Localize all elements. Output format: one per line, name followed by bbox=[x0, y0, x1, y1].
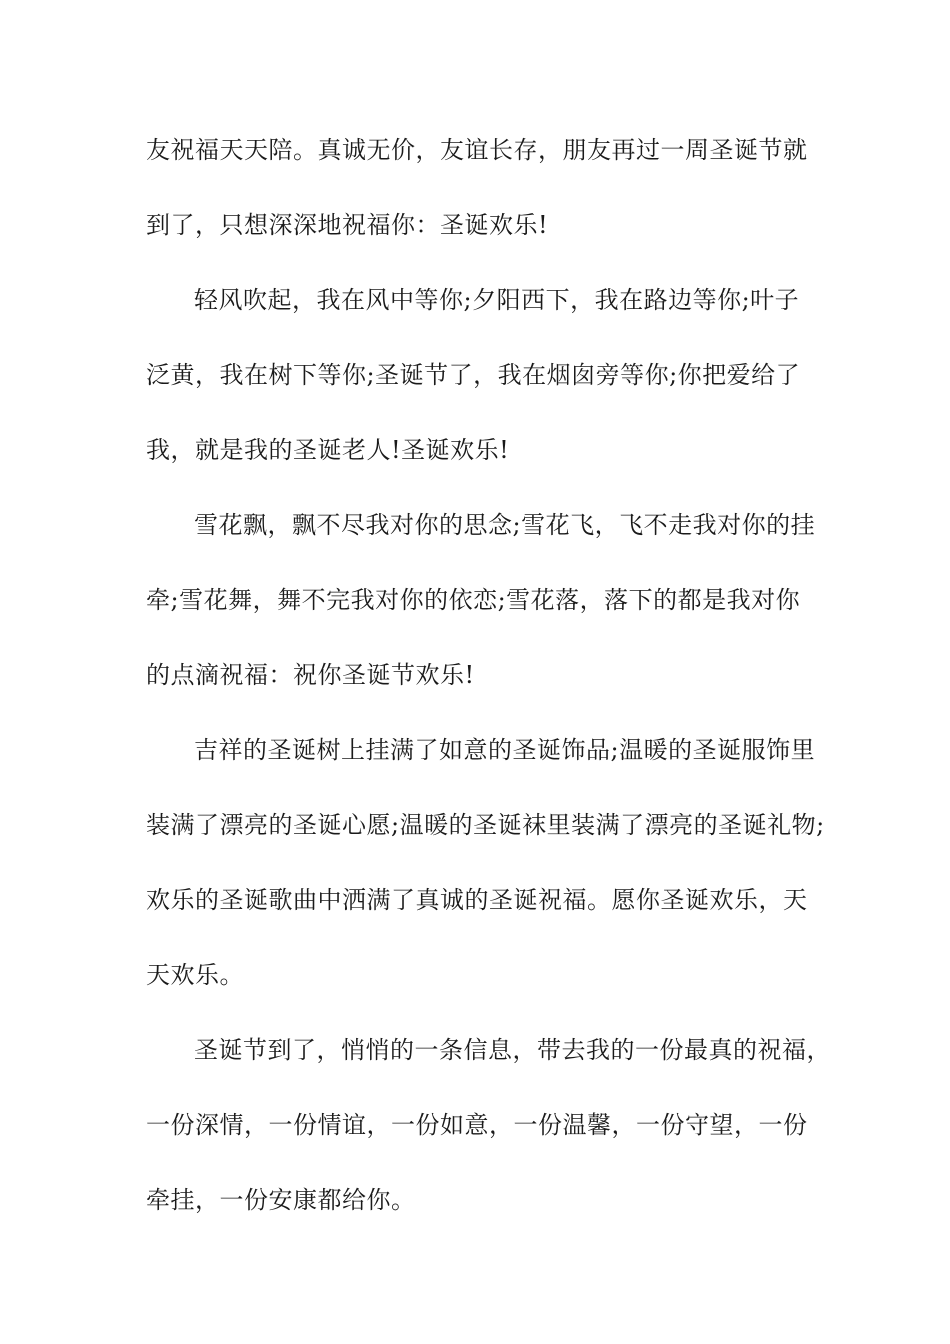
text-line: 天欢乐。 bbox=[146, 961, 244, 989]
text-line: 牵;雪花舞，舞不完我对你的依恋;雪花落，落下的都是我对你 bbox=[146, 586, 801, 614]
paragraph-first-line: 雪花飘，飘不尽我对你的思念;雪花飞，飞不走我对你的挂 bbox=[194, 511, 816, 539]
text-line: 泛黄，我在树下等你;圣诞节了，我在烟囱旁等你;你把爱给了 bbox=[146, 361, 801, 389]
text-line: 友祝福天天陪。真诚无价，友谊长存，朋友再过一周圣诞节就 bbox=[146, 136, 808, 164]
text-line: 一份深情，一份情谊，一份如意，一份温馨，一份守望，一份 bbox=[146, 1111, 808, 1139]
text-line: 到了，只想深深地祝福你：圣诞欢乐! bbox=[146, 211, 549, 239]
paragraph-first-line: 吉祥的圣诞树上挂满了如意的圣诞饰品;温暖的圣诞服饰里 bbox=[194, 736, 816, 764]
text-line: 牵挂，一份安康都给你。 bbox=[146, 1186, 416, 1214]
paragraph-first-line: 圣诞节到了，悄悄的一条信息，带去我的一份最真的祝福， bbox=[194, 1036, 831, 1064]
text-line: 欢乐的圣诞歌曲中洒满了真诚的圣诞祝福。愿你圣诞欢乐，天 bbox=[146, 886, 808, 914]
paragraph-first-line: 轻风吹起，我在风中等你;夕阳西下，我在路边等你;叶子 bbox=[194, 286, 800, 314]
text-line: 我，就是我的圣诞老人!圣诞欢乐! bbox=[146, 436, 510, 464]
text-line: 的点滴祝福：祝你圣诞节欢乐! bbox=[146, 661, 475, 689]
text-line: 装满了漂亮的圣诞心愿;温暖的圣诞袜里装满了漂亮的圣诞礼物; bbox=[146, 811, 825, 839]
